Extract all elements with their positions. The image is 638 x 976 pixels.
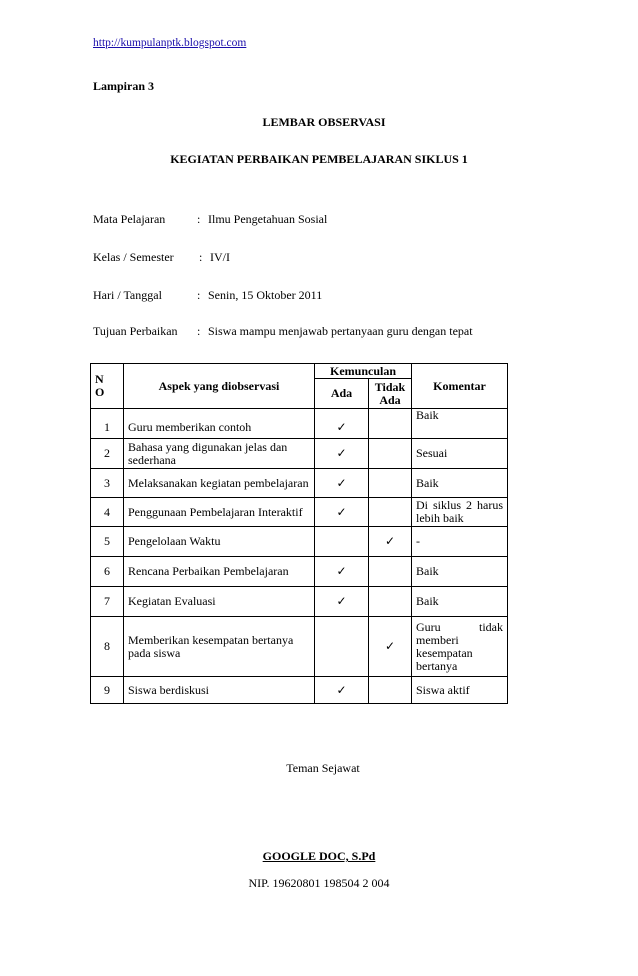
check-icon: ✓ xyxy=(315,439,369,469)
check-icon xyxy=(369,557,412,587)
row-aspect: Siswa berdiskusi xyxy=(124,677,315,704)
document-subtitle: KEGIATAN PERBAIKAN PEMBELAJARAN SIKLUS 1 xyxy=(170,152,468,166)
row-aspect: Memberikan kesempatan bertanya pada siswa xyxy=(124,617,315,677)
check-icon xyxy=(369,498,412,527)
check-icon xyxy=(315,527,369,557)
info-label-date: Hari / Tanggal xyxy=(93,288,162,302)
row-comment: Sesuai xyxy=(412,439,508,469)
signature-name: GOOGLE DOC, S.Pd xyxy=(262,849,376,863)
header-aspect: Aspek yang diobservasi xyxy=(124,364,315,409)
table-row xyxy=(91,469,508,498)
check-icon: ✓ xyxy=(315,409,369,439)
info-colon: : xyxy=(199,250,203,264)
row-aspect: Pengelolaan Waktu xyxy=(124,527,315,557)
row-no: 8 xyxy=(91,617,124,677)
check-icon xyxy=(315,617,369,677)
table-row xyxy=(91,409,508,439)
info-colon: : xyxy=(197,212,201,226)
check-icon: ✓ xyxy=(369,527,412,557)
row-aspect: Bahasa yang digunakan jelas dan sederhana xyxy=(124,439,315,469)
row-comment: Baik xyxy=(412,587,508,617)
table-row xyxy=(91,439,508,469)
row-comment: - xyxy=(412,527,508,557)
document-title-text: LEMBAR OBSERVASI xyxy=(262,115,386,129)
row-aspect: Guru memberikan contoh xyxy=(124,409,315,439)
info-colon: : xyxy=(197,324,201,338)
check-icon: ✓ xyxy=(369,617,412,677)
attachment-label: Lampiran 3 xyxy=(93,79,155,93)
row-comment: Baik xyxy=(412,557,508,587)
check-icon: ✓ xyxy=(315,677,369,704)
check-icon xyxy=(369,677,412,704)
row-no: 3 xyxy=(91,469,124,498)
check-icon xyxy=(369,587,412,617)
table-row xyxy=(91,527,508,557)
info-label-objective: Tujuan Perbaikan xyxy=(93,324,178,338)
row-no: 4 xyxy=(91,498,124,527)
check-icon xyxy=(369,469,412,498)
check-icon xyxy=(369,439,412,469)
header-comment: Komentar xyxy=(412,364,508,409)
check-icon: ✓ xyxy=(315,469,369,498)
row-no: 7 xyxy=(91,587,124,617)
info-value-class: IV/I xyxy=(210,250,230,264)
table-row xyxy=(91,677,508,704)
table-row xyxy=(91,557,508,587)
check-icon: ✓ xyxy=(315,557,369,587)
header-kemunculan: Kemunculan xyxy=(315,364,412,379)
info-label-subject: Mata Pelajaran xyxy=(93,212,166,226)
row-no: 6 xyxy=(91,557,124,587)
header-no: N O xyxy=(91,364,124,409)
table-row xyxy=(91,498,508,527)
observation-table xyxy=(90,363,508,704)
info-label-class: Kelas / Semester xyxy=(93,250,174,264)
row-comment: Baik xyxy=(412,469,508,498)
row-aspect: Penggunaan Pembelajaran Interaktif xyxy=(124,498,315,527)
row-comment: Guru tidak memberi kesempatan bertanya xyxy=(412,617,508,677)
check-icon xyxy=(369,409,412,439)
table-row xyxy=(91,587,508,617)
row-no: 2 xyxy=(91,439,124,469)
row-no: 9 xyxy=(91,677,124,704)
header-tidak-ada: Tidak Ada xyxy=(369,379,412,409)
check-icon: ✓ xyxy=(315,587,369,617)
row-comment: Siswa aktif xyxy=(412,677,508,704)
signature-role: Teman Sejawat xyxy=(286,761,360,775)
info-colon: : xyxy=(197,288,201,302)
document-title xyxy=(0,115,638,130)
info-value-subject: Ilmu Pengetahuan Sosial xyxy=(208,212,328,226)
info-value-objective: Siswa mampu menjawab pertanyaan guru dengan tepat xyxy=(208,324,473,338)
header-ada: Ada xyxy=(315,379,369,409)
row-no: 1 xyxy=(91,409,124,439)
row-aspect: Kegiatan Evaluasi xyxy=(124,587,315,617)
row-aspect: Rencana Perbaikan Pembelajaran xyxy=(124,557,315,587)
table-row xyxy=(91,617,508,677)
info-value-date: Senin, 15 Oktober 2011 xyxy=(208,288,323,302)
source-url-link[interactable]: http://kumpulanptk.blogspot.com xyxy=(93,37,247,49)
row-comment: Baik xyxy=(412,409,508,439)
row-aspect: Melaksanakan kegiatan pembelajaran xyxy=(124,469,315,498)
signature-nip: NIP. 19620801 198504 2 004 xyxy=(248,876,390,890)
row-comment: Di siklus 2 harus lebih baik xyxy=(412,498,508,527)
check-icon: ✓ xyxy=(315,498,369,527)
row-no: 5 xyxy=(91,527,124,557)
